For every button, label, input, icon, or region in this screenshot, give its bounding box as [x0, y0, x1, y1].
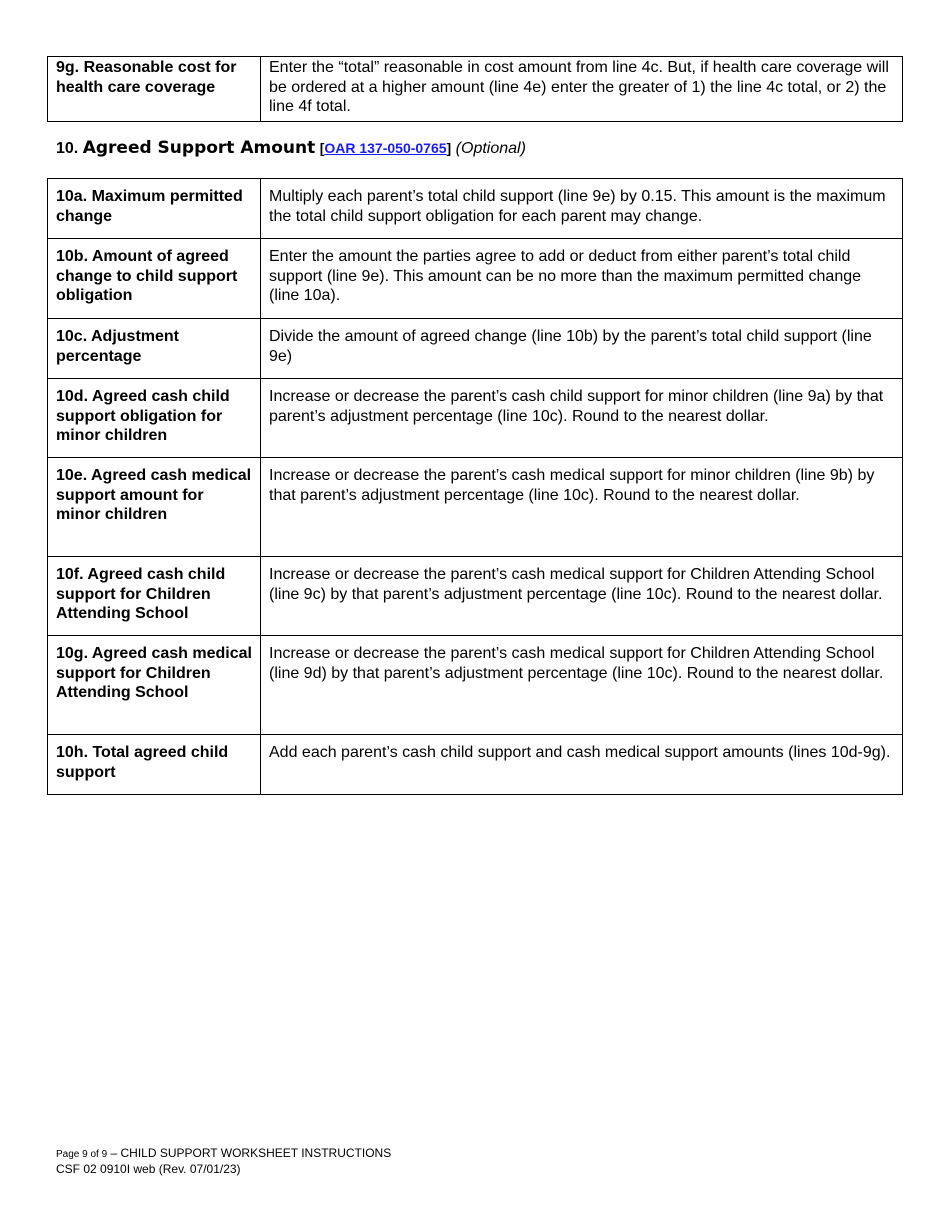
row-term-9g: 9g. Reasonable cost for health care coverage [48, 57, 261, 122]
section-number: 10. [56, 140, 79, 157]
row-description-10g: Increase or decrease the parent’s cash medical support for Children Attending School (line 9d) by that parent’s adjustment percentage (line 10c). Round to the nearest dollar. [261, 636, 903, 735]
agreed-support-table [47, 178, 903, 795]
row-term-10d: 10d. Agreed cash child support obligation for minor children [48, 379, 261, 458]
row-description-10f: Increase or decrease the parent’s cash medical support for Children Attending School (line 9c) by that parent’s adjustment percentage (line 10c). Round to the nearest dollar. [261, 557, 903, 636]
row-description-9g: Enter the “total” reasonable in cost amount from line 4c. But, if health care coverage will be ordered at a higher amount (line 4e) enter the greater of 1) the line 4c total, or 2) the line 4f total. [261, 57, 903, 122]
oar-rule-link[interactable]: OAR 137-050-0765 [324, 140, 447, 156]
row-description-10d: Increase or decrease the parent’s cash child support for minor children (line 9a) by that parent’s adjustment percentage (line 10c). Round to the nearest dollar. [261, 379, 903, 458]
row-description-10a: Multiply each parent’s total child support (line 9e) by 0.15. This amount is the maximum the total child support obligation for each parent may change. [261, 179, 903, 239]
bracket-close: ] [446, 140, 452, 156]
table-row [48, 458, 903, 557]
section-10-heading [56, 137, 526, 160]
row-term-10c: 10c. Adjustment percentage [48, 319, 261, 379]
footer-line-1 [56, 1146, 391, 1162]
table-row [48, 239, 903, 319]
page-footer [56, 1146, 391, 1177]
document-title: – CHILD SUPPORT WORKSHEET INSTRUCTIONS [107, 1146, 392, 1160]
table-row [48, 735, 903, 795]
bracket-open: [ [319, 140, 325, 156]
section-title: Agreed Support Amount [82, 138, 316, 158]
row-description-10b: Enter the amount the parties agree to add or deduct from either parent’s total child support (line 9e). This amount can be no more than the maximum permitted change (line 10a). [261, 239, 903, 319]
row-description-10c: Divide the amount of agreed change (line 10b) by the parent’s total child support (line 9e) [261, 319, 903, 379]
row-term-10g: 10g. Agreed cash medical support for Children Attending School [48, 636, 261, 735]
row-term-10f: 10f. Agreed cash child support for Children Attending School [48, 557, 261, 636]
row-term-10a: 10a. Maximum permitted change [48, 179, 261, 239]
table-row [48, 57, 903, 122]
row-term-10e: 10e. Agreed cash medical support amount for minor children [48, 458, 261, 557]
table-row [48, 179, 903, 239]
line-9g-table [47, 56, 903, 122]
row-term-10h: 10h. Total agreed child support [48, 735, 261, 795]
row-term-10b: 10b. Amount of agreed change to child support obligation [48, 239, 261, 319]
table-row [48, 636, 903, 735]
table-row [48, 557, 903, 636]
form-identifier: CSF 02 0910I web (Rev. 07/01/23) [56, 1162, 241, 1176]
table-row [48, 379, 903, 458]
optional-label: (Optional) [455, 140, 526, 157]
row-description-10e: Increase or decrease the parent’s cash medical support for minor children (line 9b) by that parent’s adjustment percentage (line 10c). Round to the nearest dollar. [261, 458, 903, 557]
table-row [48, 319, 903, 379]
page-number: Page 9 of 9 [56, 1149, 108, 1160]
row-description-10h: Add each parent’s cash child support and cash medical support amounts (lines 10d-9g). [261, 735, 903, 795]
